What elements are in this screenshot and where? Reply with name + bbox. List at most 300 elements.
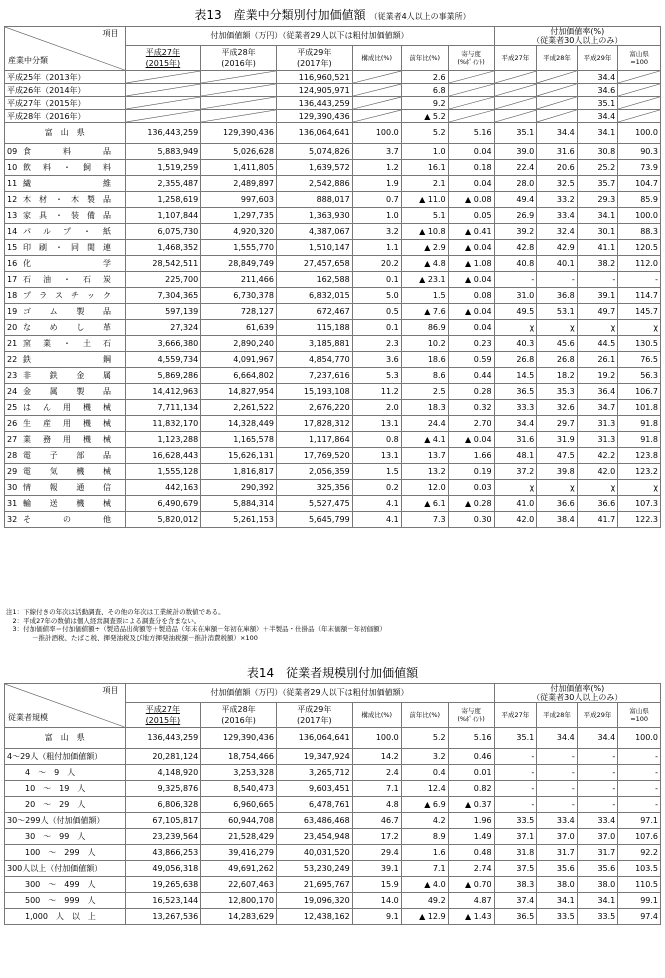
header-value-group: 付加価値額（万円）（従業者29人以下は粗付加価値額） bbox=[125, 27, 494, 46]
cell-yoy: 9.2 bbox=[401, 97, 448, 110]
cell-r2016: 33.2 bbox=[537, 192, 578, 208]
cell-v2015: 6,075,730 bbox=[125, 224, 201, 240]
row-label bbox=[5, 416, 126, 432]
cell-contrib: 1.66 bbox=[448, 448, 494, 464]
cell-v2017: 5,527,475 bbox=[276, 496, 352, 512]
row-code: 24 bbox=[7, 386, 18, 396]
cell-r2017: 35.1 bbox=[577, 97, 618, 110]
cell-r2015: 36.5 bbox=[494, 384, 537, 400]
row-label bbox=[5, 512, 126, 528]
cell-v2016 bbox=[201, 84, 277, 97]
row-name: 飲料・飼料 bbox=[23, 162, 111, 172]
cell-contrib: 2.74 bbox=[448, 861, 494, 877]
cell-v2015 bbox=[125, 71, 201, 84]
cell-v2015: 49,056,318 bbox=[125, 861, 201, 877]
cell-yoy: 3.2 bbox=[401, 749, 448, 765]
cell-v2016: 14,328,449 bbox=[201, 416, 277, 432]
row-name: 100 ～ 299 人 bbox=[25, 847, 96, 857]
cell-r2017: 38.2 bbox=[577, 256, 618, 272]
row-label bbox=[5, 813, 126, 829]
row-label bbox=[5, 845, 126, 861]
row-code: 30 bbox=[7, 482, 18, 492]
cell-yoy: 18.3 bbox=[401, 400, 448, 416]
industry-row bbox=[5, 432, 661, 448]
table13-title: 表13 産業中分類別付加価値額 （従業者4人以上の事業所） bbox=[194, 8, 471, 22]
cell-contrib bbox=[448, 71, 494, 84]
cell-r2016: 31.9 bbox=[537, 432, 578, 448]
cell-r2017: 30.8 bbox=[577, 144, 618, 160]
cell-share: 4.8 bbox=[352, 797, 401, 813]
row-name: 1,000 人 以 上 bbox=[25, 911, 96, 921]
header-rate-2017: 平成29年 bbox=[577, 703, 618, 728]
cell-r2017: - bbox=[577, 797, 618, 813]
header-rate-2016: 平成28年 bbox=[537, 46, 578, 71]
cell-yoy: 7.3 bbox=[401, 512, 448, 528]
row-label bbox=[5, 192, 126, 208]
row-name: な め し 革 bbox=[23, 322, 111, 332]
cell-r2017: 36.4 bbox=[577, 384, 618, 400]
row-label bbox=[5, 797, 126, 813]
cell-index bbox=[618, 84, 661, 97]
cell-v2015: 5,883,949 bbox=[125, 144, 201, 160]
cell-v2017: 27,457,658 bbox=[276, 256, 352, 272]
row-name: ゴ ム 製 品 bbox=[23, 306, 111, 316]
cell-index: 112.0 bbox=[618, 256, 661, 272]
industry-row bbox=[5, 272, 661, 288]
row-label bbox=[5, 123, 126, 144]
cell-r2016: χ bbox=[537, 320, 578, 336]
note-line: 3：付加価値率＝付加価値額÷（製造品出荷額等＋製造品（年末在庫額－年初在庫額）＋半製品・仕掛品（年末価額－年初価額） bbox=[6, 625, 387, 633]
cell-contrib: 0.30 bbox=[448, 512, 494, 528]
industry-row bbox=[5, 304, 661, 320]
cell-r2017: 39.1 bbox=[577, 288, 618, 304]
row-name: 家具・装備品 bbox=[23, 210, 111, 220]
cell-contrib: 0.01 bbox=[448, 765, 494, 781]
row-label bbox=[5, 480, 126, 496]
cell-share: 1.2 bbox=[352, 160, 401, 176]
row-label bbox=[5, 496, 126, 512]
cell-r2016: 37.0 bbox=[537, 829, 578, 845]
cell-v2016: 6,960,665 bbox=[201, 797, 277, 813]
cell-v2017: 1,639,572 bbox=[276, 160, 352, 176]
history-label: 平成28年（2016年） bbox=[5, 110, 126, 123]
cell-v2016: 14,283,629 bbox=[201, 909, 277, 925]
note-line: －推計酒税、たばこ税、揮発油税及び地方揮発油税額－推計消費税額）×100 bbox=[6, 633, 258, 642]
cell-index: 145.7 bbox=[618, 304, 661, 320]
cell-r2017: 41.1 bbox=[577, 240, 618, 256]
cell-v2015: 2,355,487 bbox=[125, 176, 201, 192]
cell-yoy: ▲ 6.9 bbox=[401, 797, 448, 813]
cell-share: 1.0 bbox=[352, 208, 401, 224]
cell-v2017: 2,542,886 bbox=[276, 176, 352, 192]
cell-v2017: 136,064,641 bbox=[276, 123, 352, 144]
row-label bbox=[5, 384, 126, 400]
cell-r2015: 22.4 bbox=[494, 160, 537, 176]
cell-v2015: 1,123,288 bbox=[125, 432, 201, 448]
cell-v2016: 211,466 bbox=[201, 272, 277, 288]
row-label bbox=[5, 893, 126, 909]
row-code: 23 bbox=[7, 370, 18, 380]
cell-r2016: 35.6 bbox=[537, 861, 578, 877]
row-label bbox=[5, 176, 126, 192]
cell-r2017: 35.7 bbox=[577, 176, 618, 192]
cell-share: 13.1 bbox=[352, 416, 401, 432]
cell-share bbox=[352, 110, 401, 123]
cell-r2017: - bbox=[577, 749, 618, 765]
cell-yoy: 86.9 bbox=[401, 320, 448, 336]
row-code: 20 bbox=[7, 322, 18, 332]
cell-contrib: ▲ 0.08 bbox=[448, 192, 494, 208]
row-label bbox=[5, 144, 126, 160]
row-label bbox=[5, 448, 126, 464]
cell-yoy: ▲ 6.1 bbox=[401, 496, 448, 512]
cell-v2015: 6,806,328 bbox=[125, 797, 201, 813]
cell-yoy: ▲ 4.1 bbox=[401, 432, 448, 448]
cell-yoy: 0.4 bbox=[401, 765, 448, 781]
cell-v2016: 6,664,802 bbox=[201, 368, 277, 384]
cell-r2015: 31.6 bbox=[494, 432, 537, 448]
cell-share bbox=[352, 97, 401, 110]
cell-r2015: 37.1 bbox=[494, 829, 537, 845]
cell-r2015: 42.8 bbox=[494, 240, 537, 256]
cell-v2015: 5,820,012 bbox=[125, 512, 201, 528]
cell-v2017: 888,017 bbox=[276, 192, 352, 208]
cell-share: 17.2 bbox=[352, 829, 401, 845]
cell-r2016: 38.4 bbox=[537, 512, 578, 528]
cell-v2016: 6,730,378 bbox=[201, 288, 277, 304]
cell-yoy: 6.8 bbox=[401, 84, 448, 97]
cell-r2015: 35.1 bbox=[494, 123, 537, 144]
cell-contrib: 0.04 bbox=[448, 320, 494, 336]
cell-r2015: - bbox=[494, 797, 537, 813]
cell-yoy: ▲ 4.0 bbox=[401, 877, 448, 893]
cell-v2016: 1,297,735 bbox=[201, 208, 277, 224]
cell-index: - bbox=[618, 765, 661, 781]
cell-v2016: 2,890,240 bbox=[201, 336, 277, 352]
cell-v2015: 23,239,564 bbox=[125, 829, 201, 845]
size-row bbox=[5, 877, 661, 893]
cell-v2016: 28,849,749 bbox=[201, 256, 277, 272]
cell-share: 4.1 bbox=[352, 512, 401, 528]
header-rate-2016: 平成28年 bbox=[537, 703, 578, 728]
header-row-label: 産業中分類 bbox=[8, 56, 48, 65]
cell-index: 85.9 bbox=[618, 192, 661, 208]
total-row bbox=[5, 728, 661, 749]
cell-v2015: 20,281,124 bbox=[125, 749, 201, 765]
cell-v2017: 1,510,147 bbox=[276, 240, 352, 256]
table13 bbox=[4, 26, 661, 528]
cell-yoy: 8.6 bbox=[401, 368, 448, 384]
cell-v2015: 27,324 bbox=[125, 320, 201, 336]
row-name: 情 報 通 信 bbox=[23, 482, 111, 492]
row-name: 鉄 鋼 bbox=[23, 354, 111, 364]
cell-r2017: 30.1 bbox=[577, 224, 618, 240]
row-name: 富 山 県 bbox=[44, 128, 85, 137]
cell-r2017: 31.7 bbox=[577, 845, 618, 861]
header-index: 富山県 =100 bbox=[618, 703, 661, 728]
cell-index: 122.3 bbox=[618, 512, 661, 528]
cell-contrib: 5.16 bbox=[448, 123, 494, 144]
cell-index: 114.7 bbox=[618, 288, 661, 304]
row-name: 4 ～ 9 人 bbox=[25, 767, 76, 777]
cell-v2015: 19,265,638 bbox=[125, 877, 201, 893]
industry-row bbox=[5, 288, 661, 304]
cell-v2017: 53,230,249 bbox=[276, 861, 352, 877]
row-name: 500 ～ 999 人 bbox=[25, 895, 96, 905]
cell-v2017: 19,096,320 bbox=[276, 893, 352, 909]
cell-yoy: 8.9 bbox=[401, 829, 448, 845]
cell-v2017: 19,347,924 bbox=[276, 749, 352, 765]
cell-v2017: 162,588 bbox=[276, 272, 352, 288]
row-code: 29 bbox=[7, 466, 18, 476]
history-row bbox=[5, 97, 661, 110]
cell-r2015: 38.3 bbox=[494, 877, 537, 893]
industry-row bbox=[5, 496, 661, 512]
cell-yoy: 5.2 bbox=[401, 123, 448, 144]
cell-contrib: ▲ 1.08 bbox=[448, 256, 494, 272]
history-label: 平成27年（2015年） bbox=[5, 97, 126, 110]
cell-index: 100.0 bbox=[618, 123, 661, 144]
row-name: 電 気 機 械 bbox=[23, 466, 111, 476]
note-line: 注1：下線付きの年次は活動調査、その他の年次は工業統計の数値である。 bbox=[6, 608, 225, 616]
cell-r2017: 41.7 bbox=[577, 512, 618, 528]
cell-share: 29.4 bbox=[352, 845, 401, 861]
cell-r2016: - bbox=[537, 781, 578, 797]
size-row bbox=[5, 797, 661, 813]
industry-row bbox=[5, 144, 661, 160]
cell-v2015 bbox=[125, 97, 201, 110]
cell-v2017: 1,363,930 bbox=[276, 208, 352, 224]
cell-v2017: 17,769,520 bbox=[276, 448, 352, 464]
cell-r2016: 20.6 bbox=[537, 160, 578, 176]
cell-r2016 bbox=[537, 97, 578, 110]
header-corner-cell bbox=[5, 27, 126, 71]
cell-r2016: 33.5 bbox=[537, 909, 578, 925]
cell-r2017: 34.1 bbox=[577, 208, 618, 224]
cell-r2017: 31.3 bbox=[577, 432, 618, 448]
row-label bbox=[5, 368, 126, 384]
cell-r2017: 34.6 bbox=[577, 84, 618, 97]
cell-index: 100.0 bbox=[618, 728, 661, 749]
cell-r2016: χ bbox=[537, 480, 578, 496]
row-name: 輸 送 機 械 bbox=[23, 498, 111, 508]
cell-v2015: 5,869,286 bbox=[125, 368, 201, 384]
row-code: 15 bbox=[7, 242, 18, 252]
cell-share bbox=[352, 71, 401, 84]
cell-yoy: 5.1 bbox=[401, 208, 448, 224]
size-row bbox=[5, 765, 661, 781]
cell-yoy: 2.6 bbox=[401, 71, 448, 84]
cell-contrib: 1.49 bbox=[448, 829, 494, 845]
cell-v2015: 3,666,380 bbox=[125, 336, 201, 352]
cell-v2015: 16,628,443 bbox=[125, 448, 201, 464]
cell-r2015 bbox=[494, 71, 537, 84]
cell-v2017: 17,828,312 bbox=[276, 416, 352, 432]
cell-contrib: 1.96 bbox=[448, 813, 494, 829]
row-code: 09 bbox=[7, 146, 18, 156]
cell-yoy: ▲ 23.1 bbox=[401, 272, 448, 288]
cell-v2017: 3,185,881 bbox=[276, 336, 352, 352]
cell-v2017: 672,467 bbox=[276, 304, 352, 320]
cell-yoy: 16.1 bbox=[401, 160, 448, 176]
row-code: 28 bbox=[7, 450, 18, 460]
cell-v2016: 1,165,578 bbox=[201, 432, 277, 448]
cell-r2016: 39.8 bbox=[537, 464, 578, 480]
cell-r2015: 26.8 bbox=[494, 352, 537, 368]
cell-r2017: 34.1 bbox=[577, 893, 618, 909]
cell-v2016: 8,540,473 bbox=[201, 781, 277, 797]
row-code: 22 bbox=[7, 354, 18, 364]
cell-r2017: 33.4 bbox=[577, 813, 618, 829]
row-label bbox=[5, 861, 126, 877]
cell-share: 0.1 bbox=[352, 272, 401, 288]
cell-v2016: 22,607,463 bbox=[201, 877, 277, 893]
cell-contrib: ▲ 0.70 bbox=[448, 877, 494, 893]
row-label bbox=[5, 208, 126, 224]
cell-r2017: 34.4 bbox=[577, 728, 618, 749]
cell-index: 90.3 bbox=[618, 144, 661, 160]
cell-r2015 bbox=[494, 84, 537, 97]
row-label bbox=[5, 336, 126, 352]
cell-share: 13.1 bbox=[352, 448, 401, 464]
cell-v2015: 7,304,365 bbox=[125, 288, 201, 304]
cell-contrib bbox=[448, 84, 494, 97]
row-label bbox=[5, 240, 126, 256]
size-group-row bbox=[5, 813, 661, 829]
cell-v2016: 1,816,817 bbox=[201, 464, 277, 480]
header-row-label: 従業者規模 bbox=[8, 713, 48, 722]
cell-v2017: 40,031,520 bbox=[276, 845, 352, 861]
cell-share: 9.1 bbox=[352, 909, 401, 925]
cell-v2015: 225,700 bbox=[125, 272, 201, 288]
cell-share: 100.0 bbox=[352, 123, 401, 144]
row-label bbox=[5, 728, 126, 749]
industry-row bbox=[5, 384, 661, 400]
cell-share: 0.7 bbox=[352, 192, 401, 208]
cell-share: 0.5 bbox=[352, 304, 401, 320]
cell-r2015: - bbox=[494, 781, 537, 797]
cell-r2015: - bbox=[494, 749, 537, 765]
row-name: 30 ～ 99 人 bbox=[25, 831, 86, 841]
row-code: 19 bbox=[7, 306, 18, 316]
cell-v2016: 997,603 bbox=[201, 192, 277, 208]
cell-index: 101.8 bbox=[618, 400, 661, 416]
cell-yoy: 7.1 bbox=[401, 861, 448, 877]
cell-index: χ bbox=[618, 480, 661, 496]
cell-r2017: χ bbox=[577, 480, 618, 496]
industry-row bbox=[5, 256, 661, 272]
header-year-2016: 平成28年 (2016年) bbox=[201, 703, 277, 728]
cell-index: 97.4 bbox=[618, 909, 661, 925]
row-name: 金 属 製 品 bbox=[23, 386, 111, 396]
cell-v2016: 5,884,314 bbox=[201, 496, 277, 512]
cell-r2015: χ bbox=[494, 320, 537, 336]
cell-r2017: 25.2 bbox=[577, 160, 618, 176]
row-label bbox=[5, 877, 126, 893]
cell-r2016: 34.4 bbox=[537, 728, 578, 749]
industry-row bbox=[5, 352, 661, 368]
header-year-2015: 平成27年 (2015年) bbox=[125, 703, 201, 728]
cell-contrib: 0.05 bbox=[448, 208, 494, 224]
cell-index: 123.8 bbox=[618, 448, 661, 464]
header-year-2015: 平成27年 (2015年) bbox=[125, 46, 201, 71]
cell-r2017: - bbox=[577, 765, 618, 781]
cell-share: 3.6 bbox=[352, 352, 401, 368]
table14 bbox=[4, 683, 661, 925]
row-code: 26 bbox=[7, 418, 18, 428]
row-code: 13 bbox=[7, 210, 18, 220]
cell-v2016: 290,392 bbox=[201, 480, 277, 496]
cell-v2016: 129,390,436 bbox=[201, 123, 277, 144]
cell-v2015: 136,443,259 bbox=[125, 728, 201, 749]
cell-yoy: 13.2 bbox=[401, 464, 448, 480]
cell-yoy: ▲ 5.2 bbox=[401, 110, 448, 123]
cell-index: 88.3 bbox=[618, 224, 661, 240]
row-label bbox=[5, 224, 126, 240]
row-code: 18 bbox=[7, 290, 18, 300]
row-code: 32 bbox=[7, 514, 18, 524]
cell-r2016 bbox=[537, 110, 578, 123]
cell-r2015: 41.0 bbox=[494, 496, 537, 512]
cell-r2016: 35.3 bbox=[537, 384, 578, 400]
cell-share: 14.2 bbox=[352, 749, 401, 765]
cell-index: 76.5 bbox=[618, 352, 661, 368]
history-label: 平成25年（2013年） bbox=[5, 71, 126, 84]
row-name: 30～299人（付加価値額） bbox=[7, 815, 105, 825]
cell-r2016: 33.4 bbox=[537, 208, 578, 224]
cell-index: 97.1 bbox=[618, 813, 661, 829]
note-line: 2：平成27年の数値は個人経営調査票による調査分を含まない。 bbox=[6, 616, 201, 625]
cell-r2016: 32.4 bbox=[537, 224, 578, 240]
cell-v2017: 136,064,641 bbox=[276, 728, 352, 749]
cell-r2017: 38.0 bbox=[577, 877, 618, 893]
cell-yoy: 4.2 bbox=[401, 813, 448, 829]
row-name: 印刷・同関連 bbox=[23, 242, 111, 252]
cell-yoy: 1.5 bbox=[401, 288, 448, 304]
cell-share: 20.2 bbox=[352, 256, 401, 272]
industry-row bbox=[5, 320, 661, 336]
size-row bbox=[5, 909, 661, 925]
cell-index: - bbox=[618, 797, 661, 813]
row-code: 10 bbox=[7, 162, 18, 172]
industry-row bbox=[5, 480, 661, 496]
cell-v2015: 9,325,876 bbox=[125, 781, 201, 797]
cell-v2017: 129,390,436 bbox=[276, 110, 352, 123]
cell-v2017: 136,443,259 bbox=[276, 97, 352, 110]
cell-v2017: 2,056,359 bbox=[276, 464, 352, 480]
cell-yoy: 1.0 bbox=[401, 144, 448, 160]
table14-title: 表14 従業者規模別付加価値額 bbox=[246, 666, 419, 680]
cell-r2015: 26.9 bbox=[494, 208, 537, 224]
cell-yoy: ▲ 7.6 bbox=[401, 304, 448, 320]
cell-r2015 bbox=[494, 110, 537, 123]
cell-contrib: 0.82 bbox=[448, 781, 494, 797]
cell-r2015: 35.1 bbox=[494, 728, 537, 749]
header-yoy: 前年比(%) bbox=[401, 46, 448, 71]
cell-index bbox=[618, 110, 661, 123]
cell-yoy: ▲ 12.9 bbox=[401, 909, 448, 925]
cell-share: 2.4 bbox=[352, 765, 401, 781]
cell-contrib: ▲ 0.28 bbox=[448, 496, 494, 512]
cell-r2015: 37.5 bbox=[494, 861, 537, 877]
cell-r2016: 53.1 bbox=[537, 304, 578, 320]
size-group-row bbox=[5, 749, 661, 765]
cell-v2017: 63,486,468 bbox=[276, 813, 352, 829]
cell-v2016: 61,639 bbox=[201, 320, 277, 336]
cell-v2016: 39,416,279 bbox=[201, 845, 277, 861]
cell-v2017: 6,478,761 bbox=[276, 797, 352, 813]
cell-v2017: 6,832,015 bbox=[276, 288, 352, 304]
